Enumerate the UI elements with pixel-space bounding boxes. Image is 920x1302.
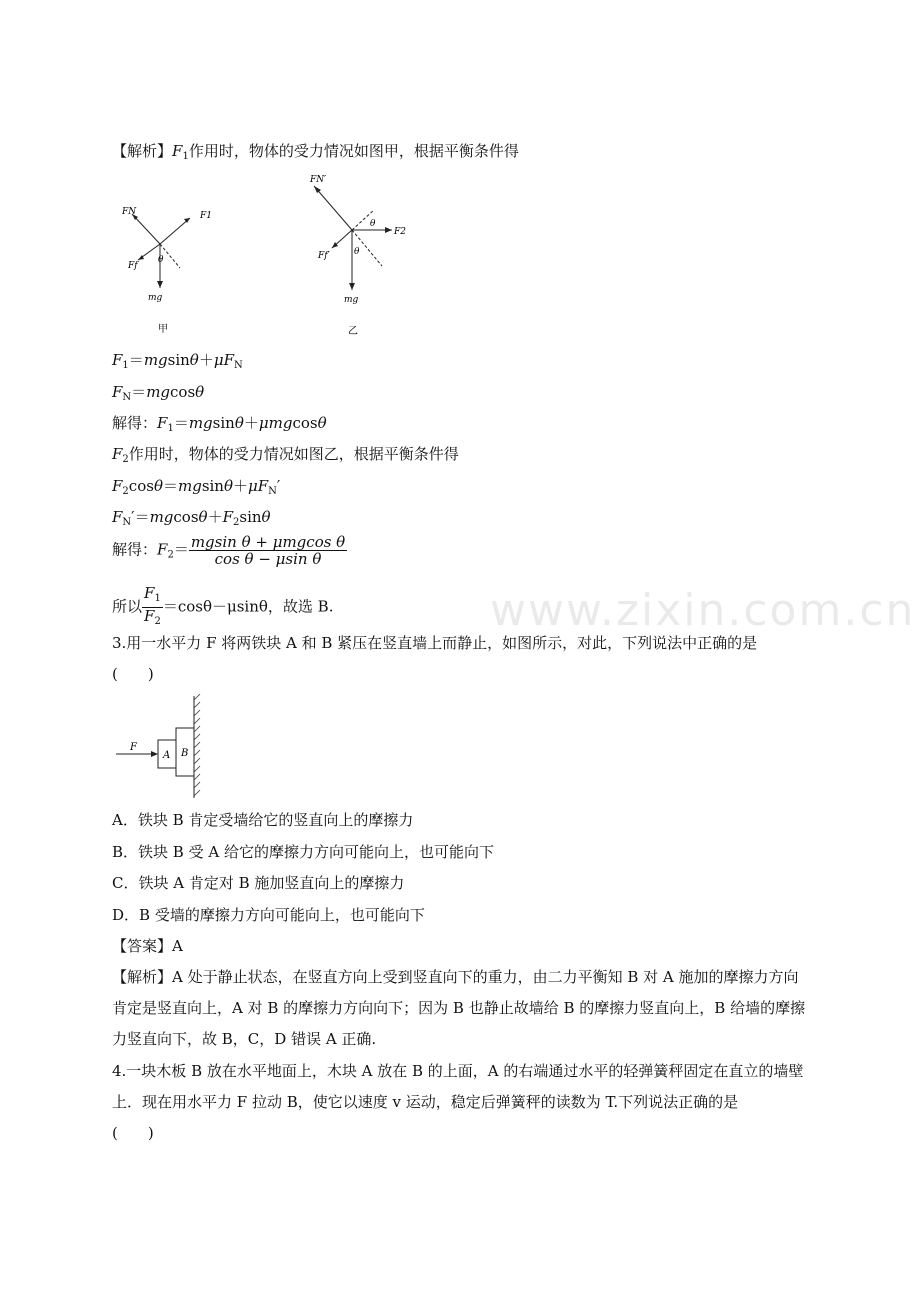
- q4-paren: ( ): [112, 1124, 154, 1142]
- q3-label-f: F: [130, 742, 137, 753]
- eq-ratio: [112, 585, 333, 630]
- q4-stem-text: 4.一块木板 B 放在水平地面上，木块 A 放在 B 的上面，A 的右端通过水平的轻弹簧秤固定在直立的墙壁上．现在用水平力 F 拉动 B，使它以速度 v 运动，稳定后弹簧秤的读数为 T.下列说法正确的是: [112, 1062, 804, 1111]
- q3-option-b: B．铁块 B 受 A 给它的摩擦力方向可能向上，也可能向下: [112, 843, 494, 861]
- label-mg-yi: mg: [344, 295, 359, 305]
- q3-stem: [112, 628, 808, 690]
- fraction-denominator: cos θ − μsin θ: [214, 550, 322, 568]
- q3-option-a: A．铁块 B 肯定受墙给它的竖直向上的摩擦力: [112, 811, 414, 829]
- q3-option-c: C．铁块 A 肯定对 B 施加竖直向上的摩擦力: [112, 874, 405, 892]
- eq-f2-intro: $F_2$作用时，物体的受力情况如图乙，根据平衡条件得: [112, 445, 459, 465]
- watermark: www.zixin.com.cn: [490, 585, 916, 636]
- label-fn-yi: FN′: [310, 175, 327, 185]
- label-theta-yi-2: θ: [370, 219, 376, 229]
- eq-solve-f1: 解得：$F_1=mgsin\theta+\mu mgcos\theta$: [112, 414, 327, 434]
- label-f2-yi: F2: [394, 227, 406, 237]
- fraction-f2: [189, 534, 347, 567]
- label-fn-jia: FN: [122, 207, 137, 217]
- analysis-1-text: 作用时，物体的受力情况如图甲，根据平衡条件得: [188, 142, 519, 160]
- q3-answer: 【答案】A: [112, 937, 183, 955]
- eq-fn: $F_N=mgcos\theta$: [112, 383, 205, 403]
- q3-label-b: B: [181, 748, 189, 759]
- q3-figure: [112, 694, 212, 802]
- label-ff-jia: Ff: [128, 261, 138, 271]
- q3-label-a: A: [163, 750, 171, 761]
- eq-fn-prime: $F_N'=mgcos\theta+F_2\sin\theta$: [112, 508, 271, 528]
- caption-jia: 甲: [158, 324, 168, 335]
- label-theta-jia: θ: [158, 255, 164, 265]
- solve-prefix-2: 解得：: [112, 540, 158, 559]
- label-theta-yi: θ: [354, 247, 360, 257]
- q4-stem: [112, 1056, 808, 1149]
- eq-f2-cos: $F_2\cos\theta=mgsin\theta+\mu F_N'$: [112, 477, 281, 497]
- eq-solve-f2: 解得：$F_2=$ $\frac{\text{mgsin θ + μmgcos θ}}{\text{cos θ − μsin θ}}$: [112, 533, 346, 568]
- caption-yi: 乙: [348, 326, 358, 337]
- q3-stem-text: 3.用一水平力 F 将两铁块 A 和 B 紧压在竖直墙上而静止，如图所示，对此，下列说法中正确的是: [112, 634, 758, 652]
- label-f1-jia: F1: [200, 211, 212, 221]
- eq-f1: $F_1=mgsin\theta+\mu F_N$: [112, 351, 243, 371]
- label-mg-jia: mg: [148, 293, 163, 303]
- fraction-numerator: mgsin θ + μmgcos θ: [190, 533, 346, 551]
- q3-paren: ( ): [112, 665, 154, 683]
- so-prefix: 所以: [112, 597, 143, 616]
- q3-analysis: 【解析】A 处于静止状态，在竖直方向上受到竖直向下的重力，由二力平衡知 B 对 A 施加的摩擦力方向肯定是竖直向上，A 对 B 的摩擦力方向向下；因为 B 也静止故墙给 B 的摩擦力竖直向上，B 给墙的摩擦力竖直向下，故 B，C，D 错误 A 正确.: [112, 968, 806, 1048]
- label-ff-yi: Ff′: [318, 251, 330, 261]
- so-suffix: ＝cosθ－μsinθ，故选 B.: [162, 597, 334, 616]
- q3-option-d: D．B 受墙的摩擦力方向可能向上，也可能向下: [112, 906, 425, 924]
- solve-prefix: 解得：: [112, 414, 158, 432]
- figure-jia: [118, 196, 218, 342]
- fraction-ratio: $\frac{F_1}{F_2}$: [144, 584, 161, 627]
- figure-yi: [300, 168, 420, 342]
- analysis-1-line: 【解析】$F_1$作用时，物体的受力情况如图甲，根据平衡条件得: [112, 142, 519, 162]
- f2-intro-text: 作用时，物体的受力情况如图乙，根据平衡条件得: [128, 445, 459, 463]
- analysis-tag: 【解析】: [112, 142, 173, 160]
